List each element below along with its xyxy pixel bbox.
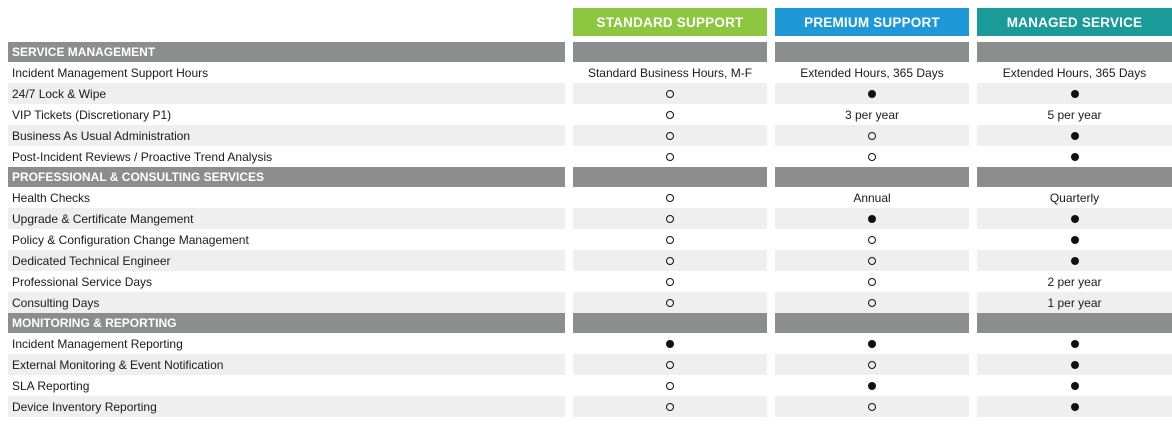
full-dot-icon bbox=[666, 340, 674, 348]
row-value bbox=[977, 83, 1172, 104]
empty-circle-icon bbox=[666, 278, 674, 286]
row-value bbox=[573, 250, 767, 271]
section-header-monitoring-reporting: MONITORING & REPORTING bbox=[8, 313, 565, 333]
row-label: Professional Service Days bbox=[8, 271, 565, 292]
row-value bbox=[775, 271, 969, 292]
row-value bbox=[977, 208, 1172, 229]
row-value bbox=[775, 396, 969, 417]
full-dot-icon bbox=[1071, 340, 1079, 348]
row-value bbox=[775, 375, 969, 396]
empty-circle-icon bbox=[666, 111, 674, 119]
empty-circle-icon bbox=[666, 299, 674, 307]
section-header-fill bbox=[573, 167, 767, 187]
column-header-managed-service: MANAGED SERVICE bbox=[977, 8, 1172, 36]
row-label: Post-Incident Reviews / Proactive Trend Analysis bbox=[8, 146, 565, 167]
column-header-standard-support: STANDARD SUPPORT bbox=[573, 8, 767, 36]
section-header-fill bbox=[977, 167, 1172, 187]
full-dot-icon bbox=[1071, 215, 1079, 223]
row-value: Extended Hours, 365 Days bbox=[977, 62, 1172, 83]
row-value bbox=[977, 354, 1172, 375]
row-label: Consulting Days bbox=[8, 292, 565, 313]
row-value bbox=[775, 83, 969, 104]
row-value bbox=[573, 208, 767, 229]
row-label: Upgrade & Certificate Mangement bbox=[8, 208, 565, 229]
row-value bbox=[573, 104, 767, 125]
full-dot-icon bbox=[868, 340, 876, 348]
empty-circle-icon bbox=[868, 299, 876, 307]
full-dot-icon bbox=[1071, 236, 1079, 244]
row-value bbox=[573, 292, 767, 313]
row-value bbox=[573, 396, 767, 417]
row-value bbox=[977, 250, 1172, 271]
row-value bbox=[775, 292, 969, 313]
row-value: Annual bbox=[775, 187, 969, 208]
column-header-premium-support: PREMIUM SUPPORT bbox=[775, 8, 969, 36]
row-value bbox=[977, 396, 1172, 417]
full-dot-icon bbox=[1071, 257, 1079, 265]
section-header-fill bbox=[573, 313, 767, 333]
row-value: Quarterly bbox=[977, 187, 1172, 208]
full-dot-icon bbox=[868, 90, 876, 98]
row-value bbox=[573, 354, 767, 375]
row-value: Standard Business Hours, M-F bbox=[573, 62, 767, 83]
empty-circle-icon bbox=[666, 90, 674, 98]
empty-circle-icon bbox=[868, 278, 876, 286]
row-value bbox=[573, 83, 767, 104]
empty-circle-icon bbox=[666, 194, 674, 202]
row-value: 5 per year bbox=[977, 104, 1172, 125]
full-dot-icon bbox=[1071, 132, 1079, 140]
section-header-professional-consulting-services: PROFESSIONAL & CONSULTING SERVICES bbox=[8, 167, 565, 187]
section-header-fill bbox=[977, 42, 1172, 62]
row-value bbox=[573, 375, 767, 396]
support-comparison-table bbox=[8, 8, 1172, 417]
full-dot-icon bbox=[1071, 403, 1079, 411]
row-value bbox=[775, 354, 969, 375]
section-header-fill bbox=[775, 42, 969, 62]
full-dot-icon bbox=[1071, 90, 1079, 98]
row-label: Policy & Configuration Change Management bbox=[8, 229, 565, 250]
row-value bbox=[977, 229, 1172, 250]
empty-circle-icon bbox=[666, 236, 674, 244]
full-dot-icon bbox=[868, 382, 876, 390]
row-value bbox=[775, 333, 969, 354]
row-value: Extended Hours, 365 Days bbox=[775, 62, 969, 83]
full-dot-icon bbox=[1071, 382, 1079, 390]
empty-circle-icon bbox=[666, 403, 674, 411]
header-spacer bbox=[8, 8, 565, 36]
empty-circle-icon bbox=[666, 257, 674, 265]
row-value bbox=[775, 250, 969, 271]
full-dot-icon bbox=[1071, 361, 1079, 369]
row-value: 3 per year bbox=[775, 104, 969, 125]
row-value bbox=[573, 333, 767, 354]
row-label: 24/7 Lock & Wipe bbox=[8, 83, 565, 104]
row-value bbox=[573, 125, 767, 146]
row-value bbox=[977, 375, 1172, 396]
row-value bbox=[977, 125, 1172, 146]
full-dot-icon bbox=[868, 215, 876, 223]
empty-circle-icon bbox=[868, 403, 876, 411]
row-label: VIP Tickets (Discretionary P1) bbox=[8, 104, 565, 125]
row-value bbox=[573, 271, 767, 292]
row-label: SLA Reporting bbox=[8, 375, 565, 396]
row-label: Incident Management Support Hours bbox=[8, 62, 565, 83]
row-value: 1 per year bbox=[977, 292, 1172, 313]
row-label: Device Inventory Reporting bbox=[8, 396, 565, 417]
row-label: Incident Management Reporting bbox=[8, 333, 565, 354]
row-value bbox=[573, 146, 767, 167]
row-value bbox=[775, 229, 969, 250]
empty-circle-icon bbox=[666, 361, 674, 369]
empty-circle-icon bbox=[666, 215, 674, 223]
row-label: External Monitoring & Event Notification bbox=[8, 354, 565, 375]
row-label: Dedicated Technical Engineer bbox=[8, 250, 565, 271]
empty-circle-icon bbox=[868, 132, 876, 140]
row-value bbox=[573, 187, 767, 208]
row-label: Business As Usual Administration bbox=[8, 125, 565, 146]
section-header-fill bbox=[573, 42, 767, 62]
empty-circle-icon bbox=[666, 132, 674, 140]
row-value bbox=[977, 333, 1172, 354]
empty-circle-icon bbox=[868, 257, 876, 265]
section-header-fill bbox=[775, 167, 969, 187]
empty-circle-icon bbox=[868, 153, 876, 161]
empty-circle-icon bbox=[666, 153, 674, 161]
empty-circle-icon bbox=[868, 236, 876, 244]
empty-circle-icon bbox=[868, 361, 876, 369]
row-value bbox=[775, 125, 969, 146]
section-header-fill bbox=[775, 313, 969, 333]
full-dot-icon bbox=[1071, 153, 1079, 161]
section-header-service-management: SERVICE MANAGEMENT bbox=[8, 42, 565, 62]
row-value bbox=[775, 208, 969, 229]
empty-circle-icon bbox=[666, 382, 674, 390]
section-header-fill bbox=[977, 313, 1172, 333]
row-value bbox=[775, 146, 969, 167]
row-value: 2 per year bbox=[977, 271, 1172, 292]
row-label: Health Checks bbox=[8, 187, 565, 208]
row-value bbox=[977, 146, 1172, 167]
row-value bbox=[573, 229, 767, 250]
